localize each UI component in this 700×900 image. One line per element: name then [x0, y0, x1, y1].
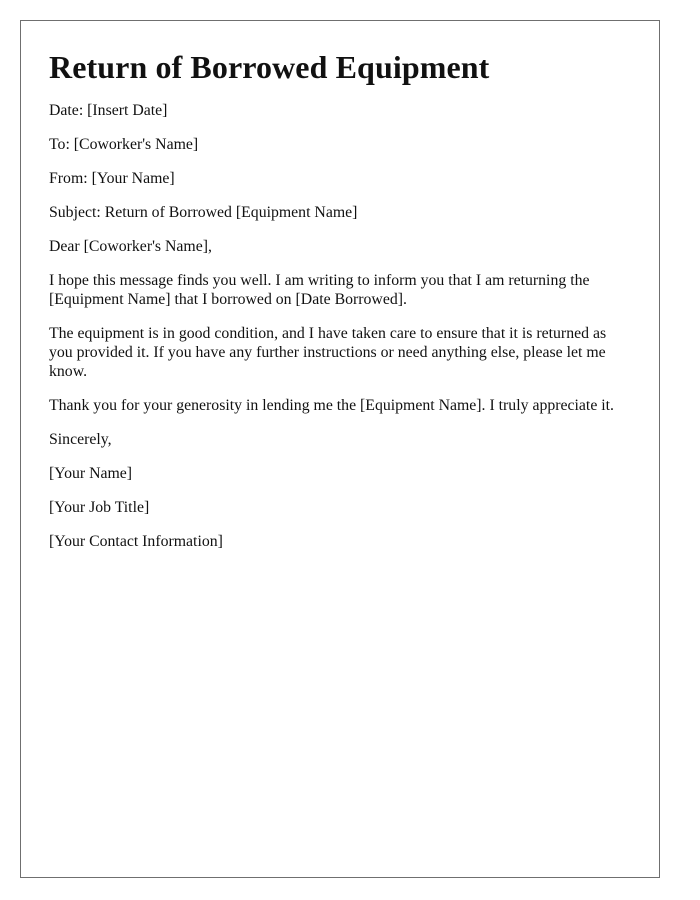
signature-title: [Your Job Title] [49, 499, 150, 516]
paragraph-1: I hope this message finds you well. I am writing to inform you that I am returning the [Equipment Name] that I borrowed on [Date Borrowed]. [49, 272, 590, 308]
signature-name: [Your Name] [49, 465, 133, 482]
letter-page [20, 20, 660, 878]
closing: Sincerely, [49, 431, 112, 448]
date-line: Date: [Insert Date] [49, 102, 168, 119]
letter-title: Return of Borrowed Equipment [49, 49, 490, 85]
from-line: From: [Your Name] [49, 170, 175, 187]
paragraph-2: The equipment is in good condition, and I have taken care to ensure that it is returned as you provided it. If you have any further instructions or need anything else, please let me know. [49, 325, 607, 380]
salutation: Dear [Coworker's Name], [49, 238, 212, 255]
signature-contact: [Your Contact Information] [49, 533, 223, 550]
paragraph-3: Thank you for your generosity in lending me the [Equipment Name]. I truly appreciate it. [49, 397, 615, 414]
to-line: To: [Coworker's Name] [49, 136, 199, 153]
subject-line: Subject: Return of Borrowed [Equipment Name] [49, 204, 358, 221]
